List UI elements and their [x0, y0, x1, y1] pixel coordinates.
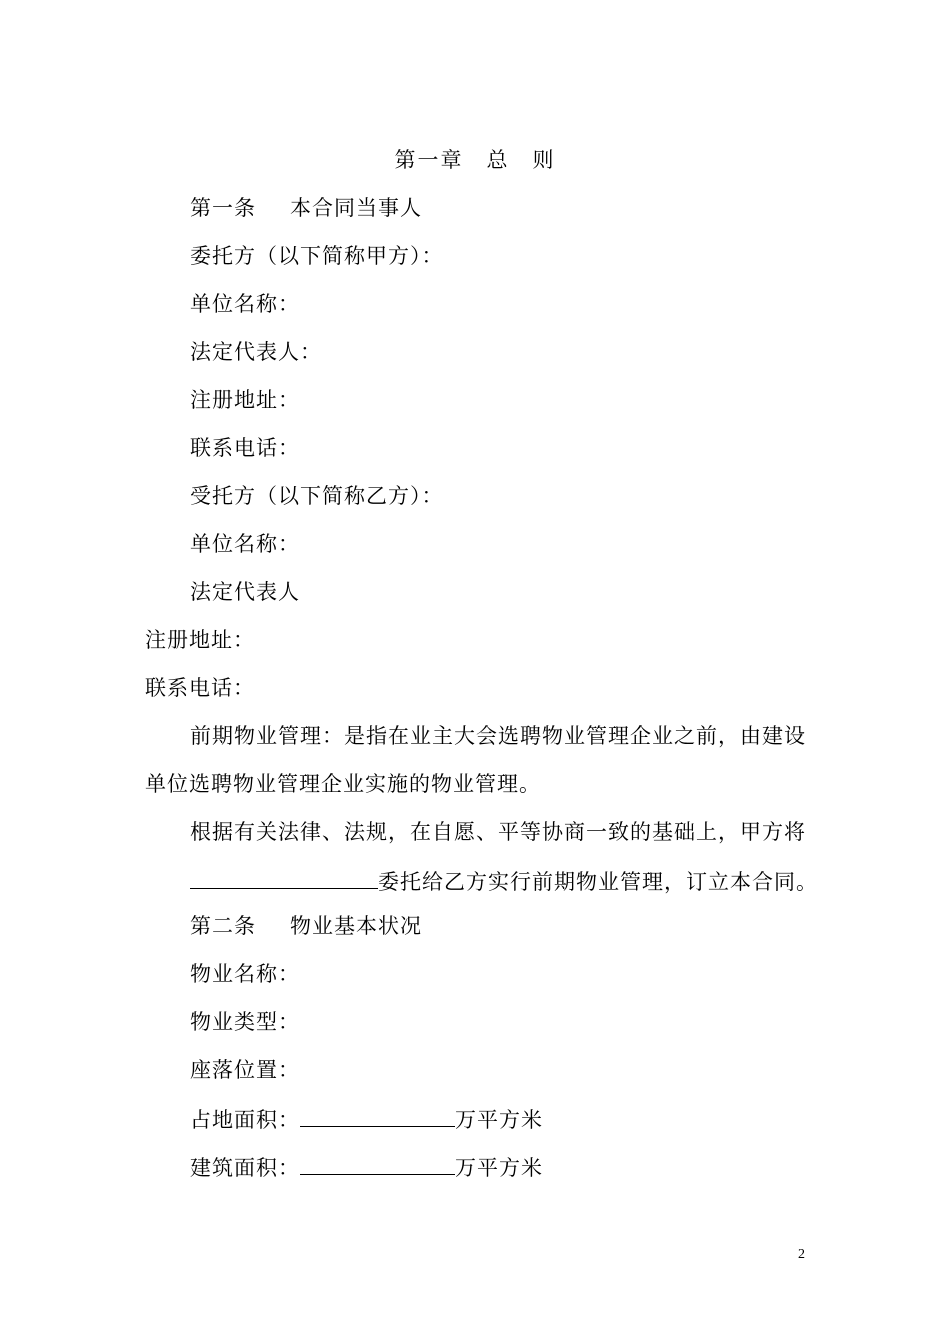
property-type: 物业类型： [190, 1010, 300, 1034]
definition-line-1: 前期物业管理：是指在业主大会选聘物业管理企业之前，由建设 [190, 724, 806, 748]
party-b-heading: 受托方（以下简称乙方）： [190, 484, 444, 508]
article-2-title: 物业基本状况 [290, 914, 422, 938]
chapter-number: 第一章 [394, 148, 464, 172]
building-area-label: 建筑面积： [190, 1156, 300, 1180]
party-a-unit-name: 单位名称： [190, 292, 300, 316]
building-area-blank [300, 1152, 455, 1175]
basis-line-2-text: 委托给乙方实行前期物业管理，订立本合同。 [378, 870, 818, 894]
article-1-number: 第一条 [190, 196, 256, 220]
land-area-label: 占地面积： [190, 1108, 300, 1132]
land-area-blank [300, 1104, 455, 1127]
building-area-row [190, 1152, 543, 1182]
party-b-legal-rep: 法定代表人 [190, 580, 300, 604]
page-number: 2 [798, 1247, 805, 1262]
article-1-title: 本合同当事人 [290, 196, 422, 220]
article-1-heading [190, 194, 422, 222]
party-b-address: 注册地址： [145, 628, 255, 652]
chapter-title: 总 则 [486, 148, 556, 172]
land-area-unit: 万平方米 [455, 1108, 543, 1132]
property-name: 物业名称： [190, 962, 300, 986]
party-a-phone: 联系电话： [190, 436, 300, 460]
party-a-heading: 委托方（以下简称甲方）： [190, 244, 444, 268]
party-a-address: 注册地址： [190, 388, 300, 412]
definition-line-2: 单位选聘物业管理企业实施的物业管理。 [145, 772, 541, 796]
party-b-phone: 联系电话： [145, 676, 255, 700]
property-blank-line [190, 866, 378, 889]
building-area-unit: 万平方米 [455, 1156, 543, 1180]
article-2-heading [190, 912, 422, 940]
party-b-unit-name: 单位名称： [190, 532, 300, 556]
article-2-number: 第二条 [190, 914, 256, 938]
chapter-heading [0, 146, 950, 174]
basis-line-1: 根据有关法律、法规，在自愿、平等协商一致的基础上，甲方将 [190, 820, 806, 844]
property-location: 座落位置： [190, 1058, 300, 1082]
party-a-legal-rep: 法定代表人： [190, 340, 322, 364]
land-area-row [190, 1104, 543, 1134]
basis-line-2 [190, 866, 818, 896]
